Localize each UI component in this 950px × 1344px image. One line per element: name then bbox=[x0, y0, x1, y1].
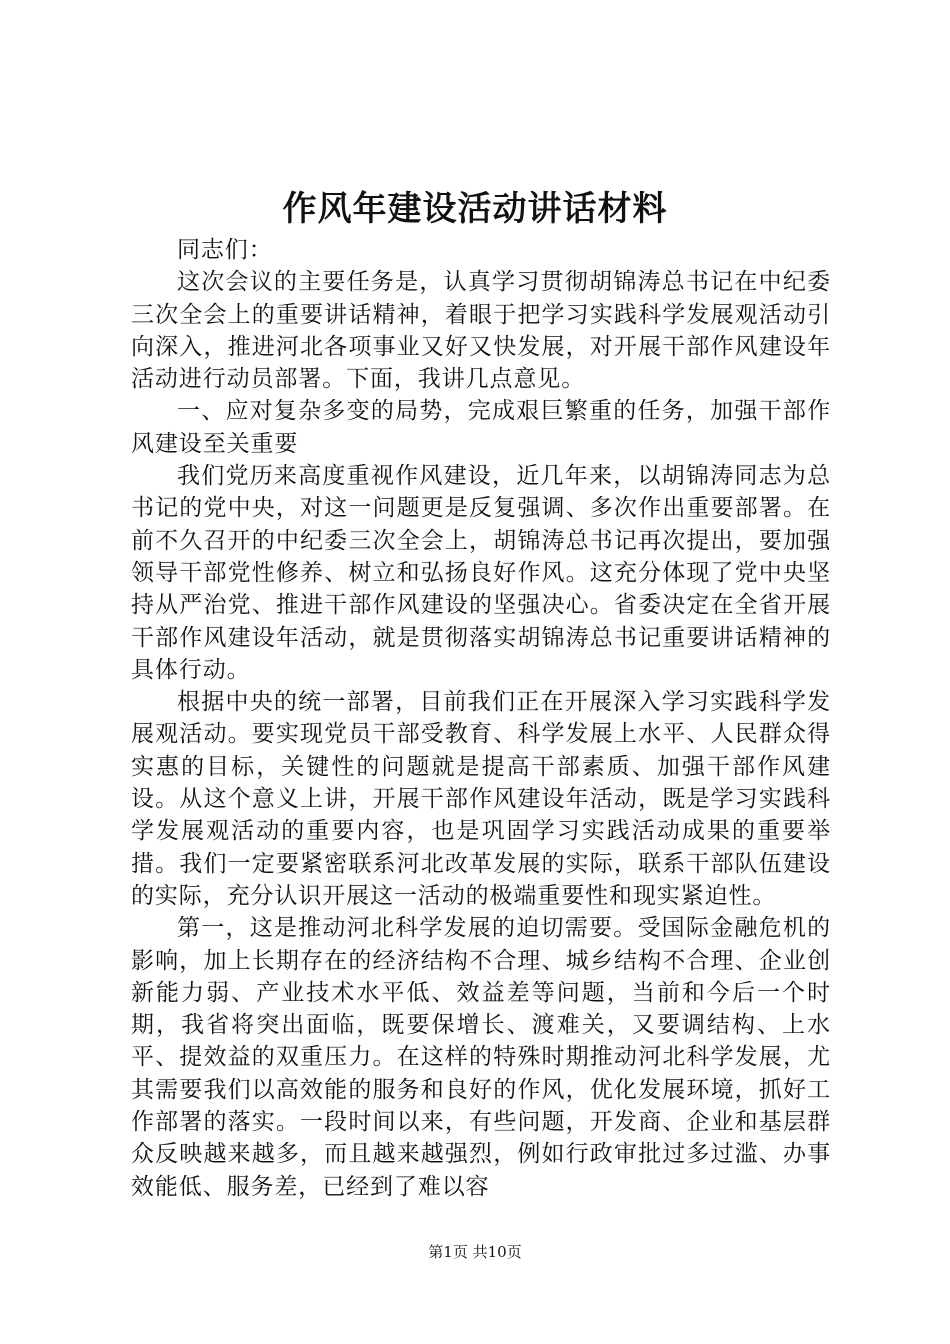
document-body bbox=[131, 234, 831, 1203]
page-footer: 第1页 共10页 bbox=[428, 1243, 522, 1261]
salutation: 同志们： bbox=[177, 237, 273, 263]
section-heading-1: 一、应对复杂多变的局势，完成艰巨繁重的任务，加强干部作风建设至关重要 bbox=[131, 398, 831, 457]
paragraph-body: 根据中央的统一部署，目前我们正在开展深入学习实践科学发展观活动。要实现党员干部受教育、科学发展上水平、人民群众得实惠的目标，关键性的问题就是提高干部素质、加强干部作风建设。从这个意义上讲，开展干部作风建设年活动，既是学习实践科学发展观活动的重要内容，也是巩固学习实践活动成果的重要举措。我们一定要紧密联系河北改革发展的实际，联系干部队伍建设的实际，充分认识开展这一活动的极端重要性和现实紧迫性。 bbox=[131, 689, 831, 909]
paragraph-body: 我们党历来高度重视作风建设，近几年来，以胡锦涛同志为总书记的党中央，对这一问题更是反复强调、多次作出重要部署。在前不久召开的中纪委三次全会上，胡锦涛总书记再次提出，要加强领导干部党性修养、树立和弘扬良好作风。这充分体现了党中央坚持从严治党、推进干部作风建设的坚强决心。省委决定在全省开展干部作风建设年活动，就是贯彻落实胡锦涛总书记重要讲话精神的具体行动。 bbox=[131, 463, 831, 683]
document-title: 作风年建设活动讲话材料 bbox=[282, 189, 668, 229]
paragraph-intro: 这次会议的主要任务是，认真学习贯彻胡锦涛总书记在中纪委三次全会上的重要讲话精神，着眼于把学习实践科学发展观活动引向深入，推进河北各项事业又好又快发展，对开展干部作风建设年活动进行动员部署。下面，我讲几点意见。 bbox=[131, 269, 831, 393]
paragraph-body: 第一，这是推动河北科学发展的迫切需要。受国际金融危机的影响，加上长期存在的经济结构不合理、城乡结构不合理、企业创新能力弱、产业技术水平低、效益差等问题，当前和今后一个时期，我省将突出面临，既要保增长、渡难关，又要调结构、上水平、提效益的双重压力。在这样的特殊时期推动河北科学发展，尤其需要我们以高效能的服务和良好的作风，优化发展环境，抓好工作部署的落实。一段时间以来，有些问题，开发商、企业和基层群众反映越来越多，而且越来越强烈，例如行政审批过多过滥、办事效能低、服务差，已经到了难以容 bbox=[131, 915, 831, 1200]
